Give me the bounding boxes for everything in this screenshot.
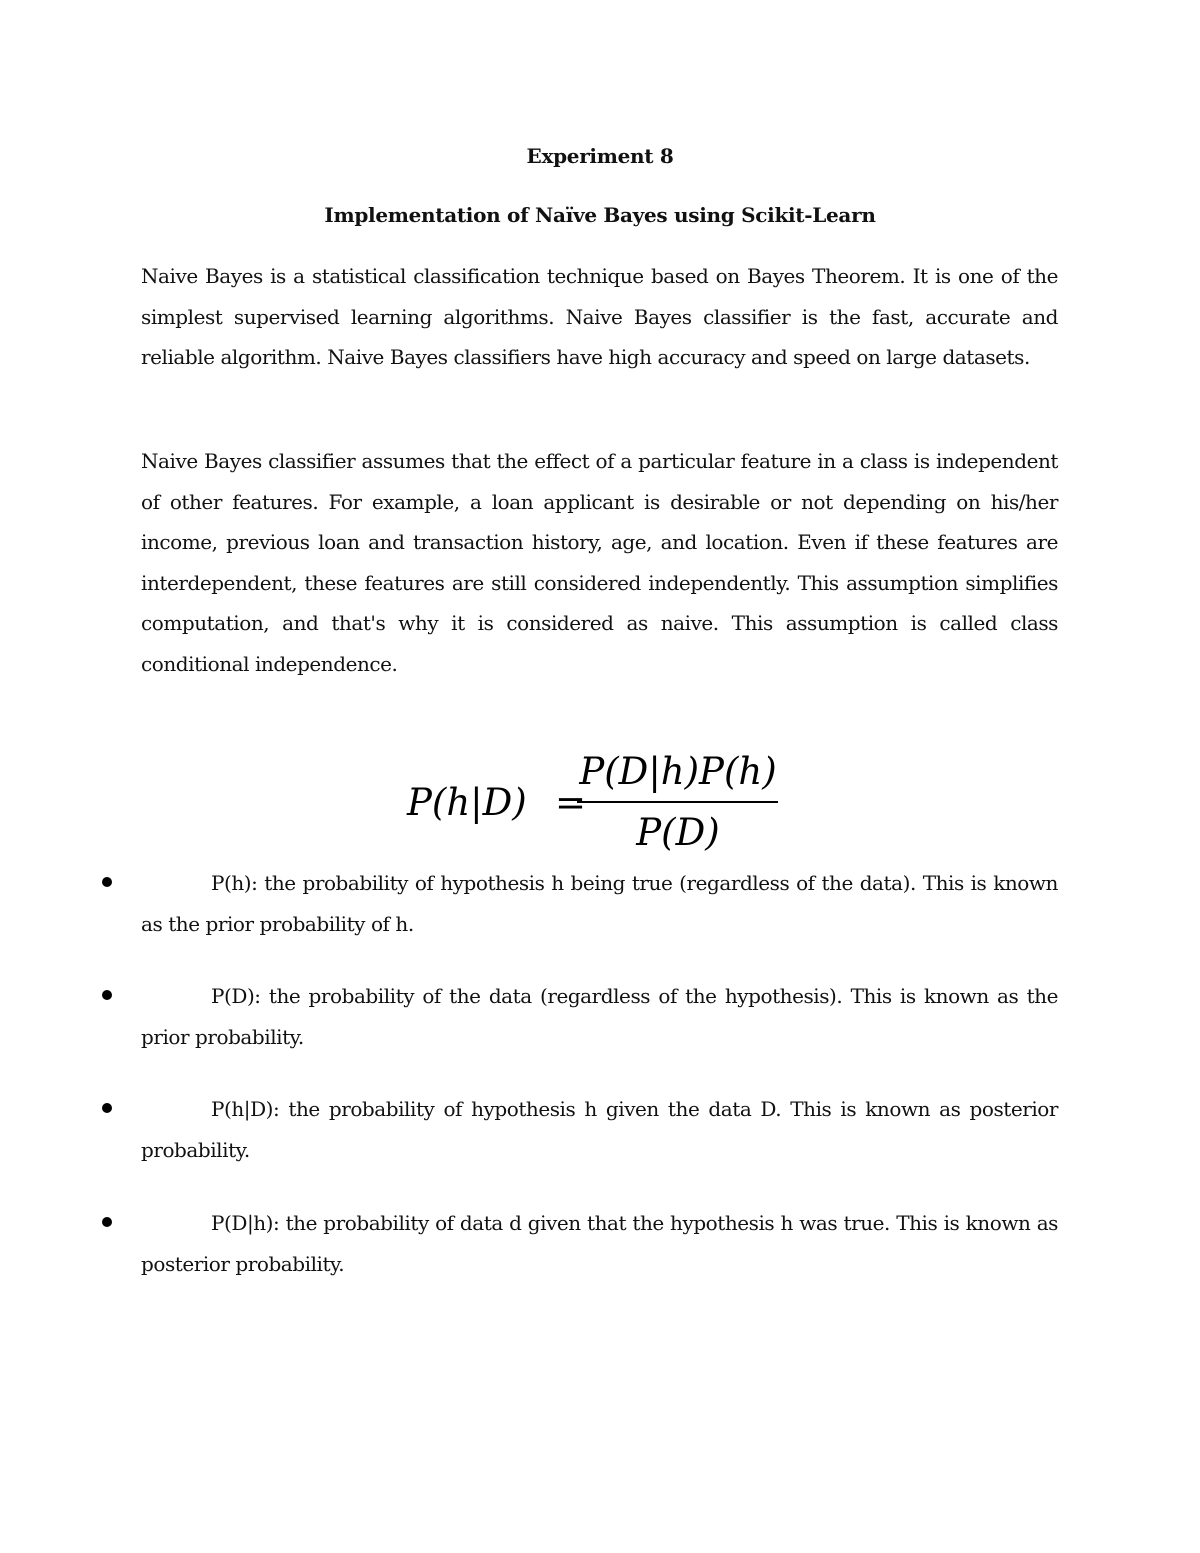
bullet-icon xyxy=(102,877,112,887)
list-item-text: P(h): the probability of hypothesis h being true (regardless of the data). This is known as the prior probability of h. xyxy=(141,871,1058,936)
experiment-heading: Experiment 8 xyxy=(526,144,674,168)
intro-paragraph: Naive Bayes is a statistical classification technique based on Bayes Theorem. It is one of the simplest supervised learning algorithms. Naive Bayes classifier is the fast, accurate and reliable algorithm. Naive Bayes classifiers have high accuracy and speed on large datasets. xyxy=(141,264,1058,369)
list-item xyxy=(141,1203,1058,1284)
list-item xyxy=(141,1089,1058,1170)
list-item-text: P(D): the probability of the data (regardless of the hypothesis). This is known as the prior probability. xyxy=(141,984,1058,1049)
list-item xyxy=(141,976,1058,1057)
assumption-paragraph: Naive Bayes classifier assumes that the effect of a particular feature in a class is independent of other features. For example, a loan applicant is desirable or not depending on his/her income, previous loan and transaction history, age, and location. Even if these features are interdependent, these features are still considered independently. This assumption simplifies computation, and that's why it is considered as naive. This assumption is called class conditional independence. xyxy=(141,449,1058,676)
formula-lhs: P(h|D) xyxy=(407,781,527,824)
bayes-formula xyxy=(405,752,785,856)
formula-denominator: P(D) xyxy=(636,811,720,854)
formula-numerator: P(D|h)P(h) xyxy=(579,752,777,793)
experiment-subheading: Implementation of Naïve Bayes using Scikit-Learn xyxy=(324,203,876,227)
bullet-icon xyxy=(102,990,112,1000)
list-item-text: P(D|h): the probability of data d given that the hypothesis h was true. This is known as posterior probability. xyxy=(141,1211,1058,1276)
list-item xyxy=(141,863,1058,944)
bullet-icon xyxy=(102,1103,112,1113)
bullet-icon xyxy=(102,1217,112,1227)
bayes-formula-svg xyxy=(405,752,785,856)
list-item-text: P(h|D): the probability of hypothesis h given the data D. This is known as posterior probability. xyxy=(141,1097,1058,1162)
formula-equals: = xyxy=(555,781,587,824)
